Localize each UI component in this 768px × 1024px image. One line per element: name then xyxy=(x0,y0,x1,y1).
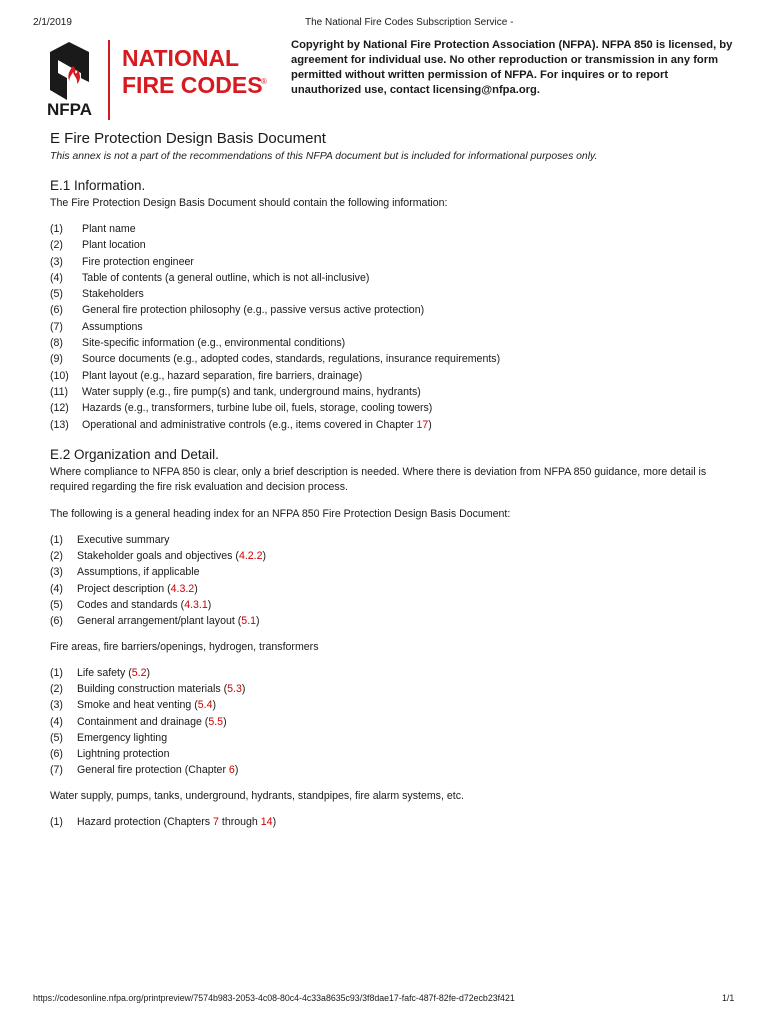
list-item-label: Containment and drainage ( xyxy=(77,715,209,728)
list-item-label: General arrangement/plant layout ( xyxy=(77,615,242,628)
list-item-label: Water supply (e.g., fire pump(s) and tank, underground mains, hydrants) xyxy=(82,385,421,398)
list-item-number: (7) xyxy=(50,320,63,333)
list-item-label: Executive summary xyxy=(77,533,170,546)
list-item-label: Emergency lighting xyxy=(77,731,168,744)
fire-areas-list xyxy=(50,665,730,779)
list-item xyxy=(50,417,730,433)
logo-line2: FIRE CODES xyxy=(122,72,263,98)
footer-page-number: 1/1 xyxy=(722,993,735,1003)
list-item-text xyxy=(82,351,500,367)
hazard-list xyxy=(50,814,730,830)
copyright-notice: Copyright by National Fire Protection Association (NFPA). NFPA 850 is licensed, by agreement for individual use. No other reproduction or transmission in any form permitted without written permission of NFPA. For inquires or to report unauthorized use, contact licensing@nfpa.org. xyxy=(291,39,733,96)
list-item-label: Operational and administrative controls (e.g., items covered in Chapter xyxy=(82,418,417,431)
list-item-label: Stakeholder goals and objectives ( xyxy=(77,550,239,563)
list-item-after: ) xyxy=(223,715,227,728)
list-item xyxy=(50,221,730,237)
list-item-number: (4) xyxy=(50,582,63,595)
section-e2-para2: The following is a general heading index for an NFPA 850 Fire Protection Design Basis Document: xyxy=(50,507,511,520)
list-item xyxy=(50,270,730,286)
list-item xyxy=(50,335,730,351)
heading-index-list xyxy=(50,532,730,630)
list-item-after: ) xyxy=(241,682,246,695)
list-item-text xyxy=(77,746,169,762)
list-item-label: General fire protection philosophy (e.g., passive versus active protection) xyxy=(82,304,425,317)
list-item-text xyxy=(82,286,144,302)
list-item-number: (10) xyxy=(50,369,69,382)
list-item xyxy=(50,286,730,302)
registered-mark: ® xyxy=(261,77,267,86)
chapter-link[interactable]: 14 xyxy=(260,815,273,828)
list-item xyxy=(50,548,730,564)
section-e1-heading: E.1 Information. xyxy=(50,178,146,193)
list-item-text xyxy=(77,548,266,564)
list-item-text xyxy=(77,814,276,830)
list-item-label: Site-specific information (e.g., environmental conditions) xyxy=(82,337,346,350)
list-item xyxy=(50,697,730,713)
list-item-number: (3) xyxy=(50,566,63,579)
list-item-number: (12) xyxy=(50,402,69,415)
list-item-after: ) xyxy=(262,550,267,563)
list-item-number: (6) xyxy=(50,615,63,628)
list-item-label: Codes and standards ( xyxy=(77,599,185,612)
list-item-label: Building construction materials ( xyxy=(77,682,228,695)
list-item-number: (2) xyxy=(50,550,63,563)
list-item-after: ) xyxy=(428,418,432,431)
document-body xyxy=(50,130,730,840)
section-link[interactable]: 5.3 xyxy=(227,682,242,695)
list-item xyxy=(50,400,730,416)
list-item-text xyxy=(82,368,362,384)
list-item-text xyxy=(82,384,421,400)
list-item-label: Hazard protection (Chapters xyxy=(77,815,214,828)
nfpa-logo xyxy=(47,40,277,120)
list-item-label: Source documents (e.g., adopted codes, standards, regulations, insurance requirements) xyxy=(82,353,501,366)
list-item-text xyxy=(77,613,260,629)
list-item-number: (8) xyxy=(50,337,63,350)
section-link[interactable]: 5.4 xyxy=(197,699,213,712)
list-item-label: Table of contents (a general outline, which is not all-inclusive) xyxy=(82,271,370,284)
list-item-label: Smoke and heat venting ( xyxy=(77,699,198,712)
list-item-number: (2) xyxy=(50,239,63,252)
list-item-number: (1) xyxy=(50,533,63,546)
list-item xyxy=(50,302,730,318)
logo-nfpa-text: NFPA xyxy=(47,100,93,119)
list-item xyxy=(50,368,730,384)
list-item xyxy=(50,681,730,697)
section-e1 xyxy=(50,178,730,433)
list-item xyxy=(50,762,730,778)
list-item-number: (1) xyxy=(50,223,63,235)
list-item-text xyxy=(82,417,432,433)
list-item-number: (13) xyxy=(50,418,69,431)
list-item-number: (7) xyxy=(50,764,63,777)
list-item-number: (2) xyxy=(50,682,63,695)
list-item-after: ) xyxy=(212,699,216,712)
section-link[interactable]: 5.1 xyxy=(241,615,257,628)
logo-divider xyxy=(108,40,110,120)
list-item-number: (4) xyxy=(50,715,63,728)
list-item-after: ) xyxy=(272,815,277,828)
section-link[interactable]: 4.3.1 xyxy=(184,599,208,612)
list-item-text xyxy=(77,681,245,697)
list-item-number: (5) xyxy=(50,599,63,612)
section-e1-intro: The Fire Protection Design Basis Document should contain the following information: xyxy=(50,197,448,209)
logo-line1: NATIONAL xyxy=(122,45,240,71)
list-item-number: (3) xyxy=(50,255,63,268)
list-item-number: (3) xyxy=(50,699,63,712)
list-item-text xyxy=(77,730,167,746)
list-item xyxy=(50,581,730,597)
list-item xyxy=(50,665,730,681)
list-item-after: ) xyxy=(194,582,198,595)
list-item-number: (5) xyxy=(50,731,63,744)
print-date: 2/1/2019 xyxy=(33,17,72,28)
list-item xyxy=(50,714,730,730)
list-item-text xyxy=(82,254,194,270)
list-item-label: Plant name xyxy=(82,223,136,235)
list-item-number: (1) xyxy=(50,815,63,828)
section-e2-heading: E.2 Organization and Detail. xyxy=(50,446,219,462)
section-link[interactable]: 4.3.2 xyxy=(170,582,195,595)
list-item-label: Life safety ( xyxy=(77,666,132,679)
list-item-text xyxy=(77,697,216,713)
chapter-link[interactable]: 7 xyxy=(213,815,219,828)
list-item-number: (4) xyxy=(50,271,63,284)
list-item-label: Assumptions xyxy=(82,320,143,333)
list-item-text xyxy=(82,237,146,253)
list-item-text xyxy=(82,302,424,318)
section-e1-list xyxy=(50,221,730,433)
list-item-text xyxy=(77,714,227,730)
list-item-after: ) xyxy=(256,615,260,628)
list-item-number: (6) xyxy=(50,748,63,761)
list-item xyxy=(50,613,730,629)
list-item-after: ) xyxy=(234,764,239,777)
list-item xyxy=(50,730,730,746)
list-item-mid: through xyxy=(218,815,261,828)
list-item-text xyxy=(77,581,198,597)
footer-url: https://codesonline.nfpa.org/printpreview/7574b983-2053-4c08-80c4-4c33a8635c93/3f8dae17-fafc-487f-82fe-d72ecb23f421 xyxy=(33,993,515,1003)
list-item-text xyxy=(82,319,143,335)
list-item-label: Fire protection engineer xyxy=(82,255,194,268)
list-item-label: General fire protection (Chapter xyxy=(77,764,229,777)
section-link[interactable]: 6 xyxy=(228,764,235,777)
list-item-number: (1) xyxy=(50,666,63,679)
section-e2 xyxy=(50,447,730,830)
list-item xyxy=(50,384,730,400)
list-item-text xyxy=(77,762,238,778)
list-item xyxy=(50,319,730,335)
section-link[interactable]: 5.2 xyxy=(131,666,147,679)
list-item xyxy=(50,254,730,270)
list-item xyxy=(50,564,730,580)
list-item-text xyxy=(82,335,345,351)
section-e2-para4: Water supply, pumps, tanks, underground, hydrants, standpipes, fire alarm systems, etc. xyxy=(50,789,464,802)
list-item xyxy=(50,746,730,762)
list-item-text xyxy=(82,400,432,416)
list-item-after: ) xyxy=(146,666,151,679)
section-link[interactable]: 17 xyxy=(416,418,429,431)
section-e2-para1: Where compliance to NFPA 850 is clear, only a brief description is needed. Where there is deviation from NFPA 850 guidance, more detail is required regarding the fire risk evaluation and decision process. xyxy=(50,465,707,493)
list-item xyxy=(50,351,730,367)
annex-title: E Fire Protection Design Basis Document xyxy=(50,130,326,147)
list-item-label: Hazards (e.g., transformers, turbine lube oil, fuels, storage, cooling towers) xyxy=(82,402,433,415)
flame-icon xyxy=(50,42,89,100)
list-item-after: ) xyxy=(207,599,212,612)
list-item-text xyxy=(77,564,199,580)
list-item-number: (6) xyxy=(50,304,63,317)
list-item-label: Stakeholders xyxy=(82,288,144,301)
list-item-text xyxy=(82,270,369,286)
section-link[interactable]: 4.2.2 xyxy=(238,550,263,563)
list-item-number: (11) xyxy=(50,385,69,398)
list-item-label: Project description ( xyxy=(77,582,171,595)
list-item xyxy=(50,597,730,613)
print-page-title: The National Fire Codes Subscription Service - xyxy=(305,17,514,28)
list-item-label: Lightning protection xyxy=(77,748,170,761)
list-item-text xyxy=(77,532,169,548)
list-item-label: Plant location xyxy=(82,239,146,252)
section-e2-para3: Fire areas, fire barriers/openings, hydrogen, transformers xyxy=(50,640,319,653)
list-item xyxy=(50,237,730,253)
list-item-number: (9) xyxy=(50,353,63,366)
list-item-text xyxy=(77,597,211,613)
list-item xyxy=(50,814,730,830)
list-item-number: (5) xyxy=(50,288,63,301)
list-item-label: Plant layout (e.g., hazard separation, fire barriers, drainage) xyxy=(82,369,363,382)
list-item-text xyxy=(82,221,136,237)
annex-note: This annex is not a part of the recommendations of this NFPA document but is included for informational purposes only. xyxy=(50,151,598,162)
list-item-text xyxy=(77,665,150,681)
list-item-label: Assumptions, if applicable xyxy=(77,566,200,579)
list-item xyxy=(50,532,730,548)
section-link[interactable]: 5.5 xyxy=(208,715,224,728)
